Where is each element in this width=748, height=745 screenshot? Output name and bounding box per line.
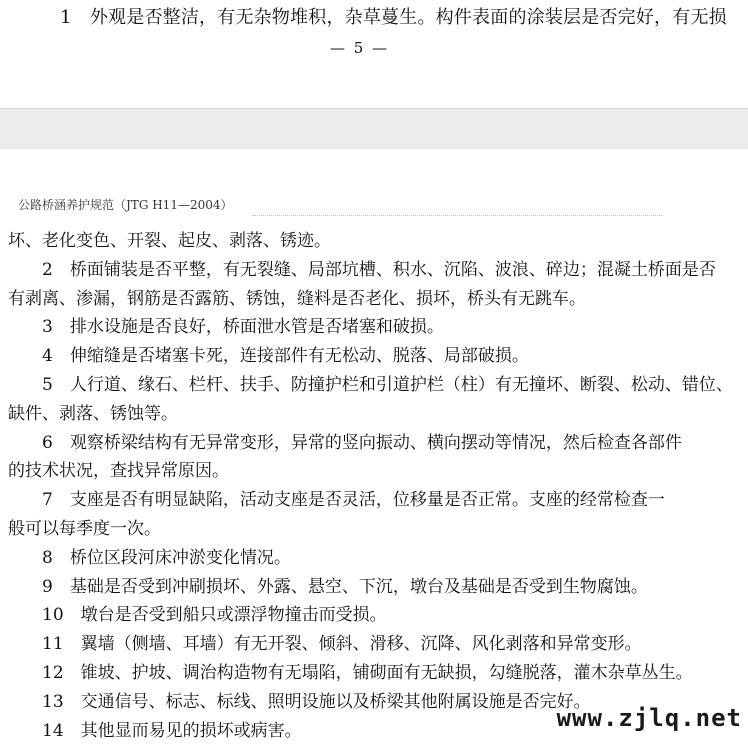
page-separator bbox=[0, 108, 748, 150]
item-2-line: 2 桥面铺装是否平整，有无裂缝、局部坑槽、积水、沉陷、波浪、碎边；混凝土桥面是否 bbox=[42, 259, 716, 280]
item-4-line: 4 伸缩缝是否堵塞卡死，连接部件有无松动、脱落、局部破损。 bbox=[42, 346, 529, 367]
previous-page-last-line: 1 外观是否整洁，有无杂物堆积，杂草蔓生。构件表面的涂装层是否完好，有无损 bbox=[60, 7, 727, 28]
item-10-line: 10 墩台是否受到船只或漂浮物撞击而受损。 bbox=[42, 605, 387, 626]
text-line: 坏、老化变色、开裂、起皮、剥落、锈迹。 bbox=[8, 231, 331, 251]
item-14-line: 14 其他显而易见的损坏或病害。 bbox=[42, 720, 302, 741]
body-text bbox=[8, 227, 734, 745]
current-page bbox=[0, 149, 748, 741]
item-13-line: 13 交通信号、标志、标线、照明设施以及桥梁其他附属设施是否完好。 bbox=[42, 691, 591, 712]
text-line: 缺件、剥落、锈蚀等。 bbox=[8, 403, 178, 424]
item-5-line: 5 人行道、缘石、栏杆、扶手、防撞护栏和引道护栏（柱）有无撞坏、断裂、松动、错位、 bbox=[42, 374, 733, 395]
item-6-line: 6 观察桥梁结构有无异常变形，异常的竖向振动、横向摆动等情况，然后检查各部件 bbox=[42, 432, 682, 453]
text-line: 的技术状况，查找异常原因。 bbox=[8, 461, 229, 482]
previous-page bbox=[0, 0, 748, 100]
watermark: www.zjlq.net bbox=[556, 704, 742, 732]
header-rule bbox=[252, 215, 662, 216]
running-header: 公路桥涵养护规范（JTG H11—2004） bbox=[18, 198, 233, 212]
item-8-line: 8 桥位区段河床冲淤变化情况。 bbox=[42, 547, 291, 568]
item-7-line: 7 支座是否有明显缺陷，活动支座是否灵活，位移量是否正常。支座的经常检查一 bbox=[42, 490, 665, 511]
item-9-line: 9 基础是否受到冲刷损坏、外露、悬空、下沉，墩台及基础是否受到生物腐蚀。 bbox=[42, 576, 648, 597]
item-12-line: 12 锥坡、护坡、调治构造物有无塌陷，铺砌面有无缺损，勾缝脱落，灌木杂草丛生。 bbox=[42, 662, 693, 683]
text-line: 般可以每季度一次。 bbox=[8, 518, 161, 539]
page-number: — 5 — bbox=[330, 39, 390, 57]
item-3-line: 3 排水设施是否良好，桥面泄水管是否堵塞和破损。 bbox=[42, 317, 444, 338]
text-line: 有剥离、渗漏，钢筋是否露筋、锈蚀，缝料是否老化、损坏，桥头有无跳车。 bbox=[8, 288, 586, 309]
item-11-line: 11 翼墙（侧墙、耳墙）有无开裂、倾斜、滑移、沉降、风化剥落和异常变形。 bbox=[42, 634, 642, 655]
